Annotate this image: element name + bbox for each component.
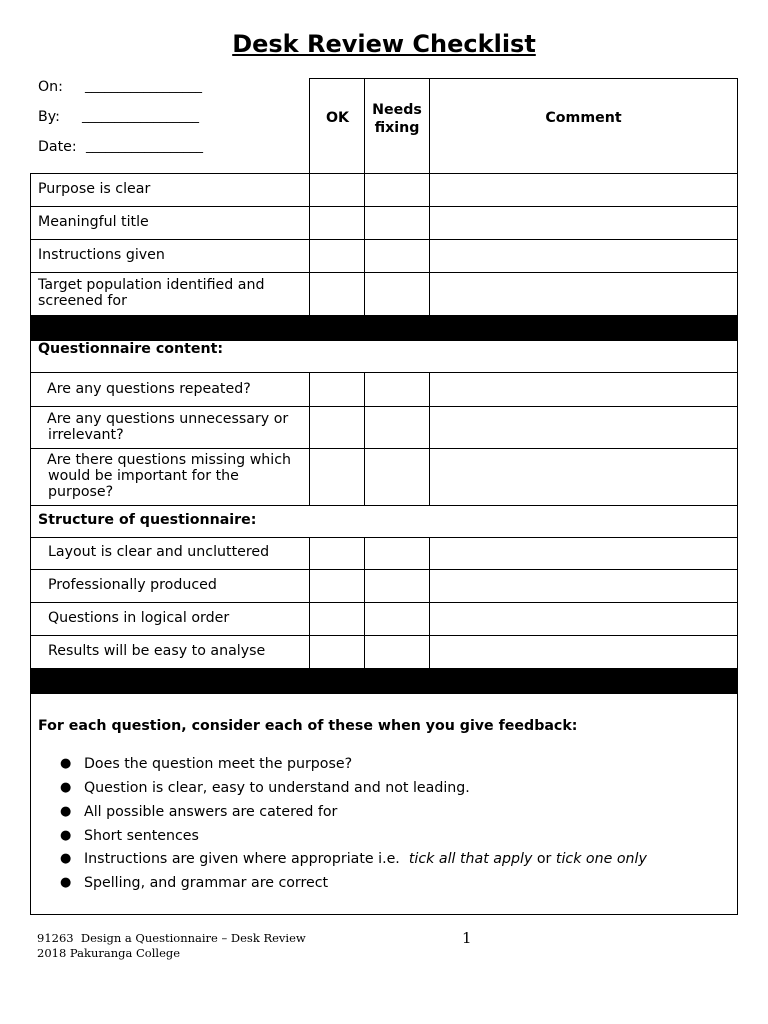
page-number: 1 xyxy=(462,929,472,947)
col-sep xyxy=(364,78,365,316)
bullet-icon: ● xyxy=(60,780,72,795)
bullet-text: Does the question meet the purpose? xyxy=(84,756,353,772)
row-rule xyxy=(30,569,738,570)
checklist-item: Meaningful title xyxy=(38,214,149,230)
table-border-bottom xyxy=(30,914,738,915)
checklist-item: Are any questions repeated? xyxy=(47,381,251,397)
checklist-item: Layout is clear and uncluttered xyxy=(48,544,270,560)
checklist-item: Questions in logical order xyxy=(48,610,230,626)
row-rule xyxy=(30,239,738,240)
column-header-needs-fixing-2: fixing xyxy=(374,120,420,136)
bullet-text: Instructions are given where appropriate i.e. xyxy=(84,851,400,867)
table-border-left xyxy=(30,173,31,915)
row-rule xyxy=(30,406,738,407)
column-header-comment: Comment xyxy=(545,110,622,126)
col-sep xyxy=(429,537,430,669)
checklist-item: Are any questions unnecessary or xyxy=(47,411,289,427)
col-sep xyxy=(364,537,365,669)
row-rule xyxy=(30,206,738,207)
footer-line-2: 2018 Pakuranga College xyxy=(37,946,181,960)
italic-phrase: tick all that apply xyxy=(408,851,533,867)
connector-word: or xyxy=(536,851,552,867)
rule xyxy=(309,78,738,79)
bullet-text: Short sentences xyxy=(84,828,199,844)
checklist-item: irrelevant? xyxy=(48,427,124,443)
col-sep xyxy=(309,537,310,669)
col-sep xyxy=(309,372,310,506)
date-label: Date: xyxy=(38,139,77,155)
section-divider-bar xyxy=(30,668,738,694)
checklist-item: would be important for the xyxy=(48,468,239,484)
checklist-item: Instructions given xyxy=(38,247,165,263)
row-rule xyxy=(30,537,738,538)
bullet-icon: ● xyxy=(60,875,72,890)
row-rule xyxy=(30,635,738,636)
checklist-item: Results will be easy to analyse xyxy=(48,643,266,659)
column-header-ok: OK xyxy=(325,110,350,126)
footer-line-1: 91263 Design a Questionnaire – Desk Review xyxy=(37,931,306,945)
col-sep xyxy=(429,78,430,316)
col-sep xyxy=(309,78,310,316)
row-rule xyxy=(30,372,738,373)
row-rule xyxy=(30,505,738,506)
bullet-text: All possible answers are catered for xyxy=(84,804,338,820)
italic-phrase: tick one only xyxy=(555,851,647,867)
on-line[interactable]: __________________ xyxy=(85,79,202,94)
checklist-item: Are there questions missing which xyxy=(47,452,292,468)
feedback-heading: For each question, consider each of these when you give feedback: xyxy=(38,718,578,734)
col-sep xyxy=(429,372,430,506)
bullet-text: Question is clear, easy to understand and not leading. xyxy=(84,780,470,796)
row-rule xyxy=(30,602,738,603)
col-sep xyxy=(364,372,365,506)
bullet-icon: ● xyxy=(60,804,72,819)
row-rule xyxy=(30,448,738,449)
checklist-item: Target population identified and xyxy=(38,277,265,293)
bullet-icon: ● xyxy=(60,851,72,866)
checklist-item: screened for xyxy=(38,293,127,309)
section-heading-content: Questionnaire content: xyxy=(38,341,224,357)
on-label: On: xyxy=(38,79,63,95)
section-divider-bar xyxy=(30,315,738,341)
section-heading-structure: Structure of questionnaire: xyxy=(38,512,257,528)
bullet-icon: ● xyxy=(60,828,72,843)
row-rule xyxy=(30,173,738,174)
by-label: By: xyxy=(38,109,60,125)
checklist-item: purpose? xyxy=(48,484,114,500)
page-title: Desk Review Checklist xyxy=(232,30,536,58)
bullet-text: Spelling, and grammar are correct xyxy=(84,875,329,891)
date-line[interactable]: __________________ xyxy=(86,139,203,154)
by-line[interactable]: __________________ xyxy=(82,109,199,124)
row-rule xyxy=(30,272,738,273)
checklist-item: Purpose is clear xyxy=(38,181,151,197)
bullet-text-instructions xyxy=(84,851,647,867)
checklist-item: Professionally produced xyxy=(48,577,217,593)
table-border-right xyxy=(737,78,738,915)
column-header-needs-fixing-1: Needs xyxy=(372,102,422,118)
bullet-icon: ● xyxy=(60,756,72,771)
